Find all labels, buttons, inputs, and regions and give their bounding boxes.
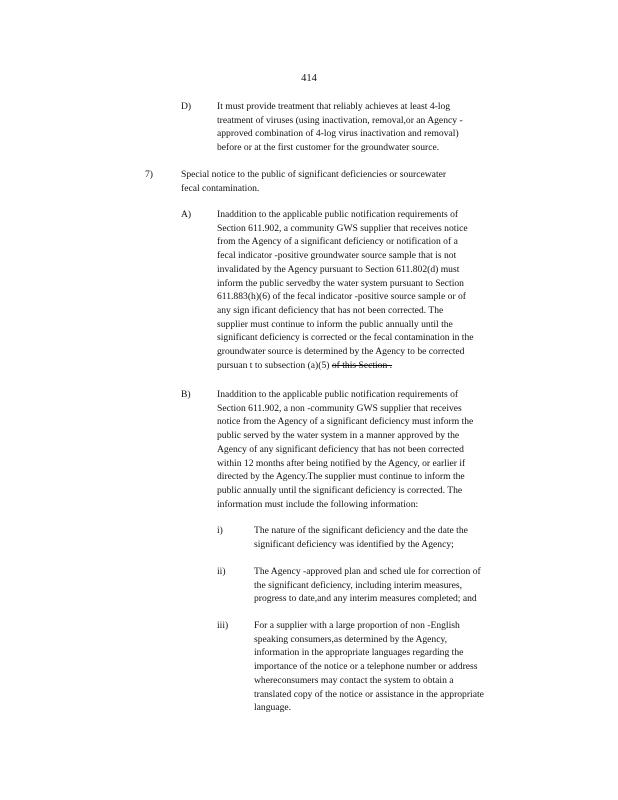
text-line: significant deficiency was identified by the Agency; [254, 538, 454, 550]
text-line: For a supplier with a large proportion of non -English [254, 620, 460, 631]
text-line: any sign ificant deficiency that has not been corrected. The [217, 304, 444, 316]
item-7-marker: 7) [145, 169, 153, 180]
text-line: Section 611.902, a community GWS supplier that receives notice [217, 222, 468, 234]
text-line: before or at the first customer for the groundwater source. [217, 142, 440, 154]
text-line: public annually until the significant deficiency is corrected. The [217, 484, 463, 496]
text-line: It must provide treatment that reliably achieves at least 4-log [217, 101, 451, 112]
text-line: Inaddition to the applicable public notification requirements of [217, 389, 459, 400]
text-line: Section 611.902, a non -community GWS supplier that receives [217, 402, 462, 414]
item-b-body [217, 388, 539, 511]
text-line: directed by the Agency.The supplier must continue to inform the [217, 471, 465, 483]
text-line: within 12 months after being notified by the Agency, or earlier if [217, 457, 466, 469]
text-line: groundwater source is determined by the Agency to be corrected [217, 346, 465, 358]
text-line: language. [254, 702, 292, 714]
last-line-text: pursuan t to subsection (a)(5) [217, 359, 330, 371]
text-line: 611.883(h)(6) of the fecal indicator -positive source sample or of [217, 291, 466, 303]
text-line: progress to date,and any interim measures completed; and [254, 593, 477, 605]
text-line: invalidated by the Agency pursuant to Section 611.802(d) must [217, 263, 460, 275]
page-number: 414 [301, 73, 317, 84]
item-a-body [217, 208, 537, 372]
text-line: Agency of any significant deficiency that has not been corrected [217, 443, 464, 455]
text-line: the significant deficiency, including interim measures, [254, 579, 462, 591]
text-line: The nature of the significant deficiency and the date the [254, 525, 468, 536]
struck-text: of this Section . [331, 359, 393, 371]
text-line: Inaddition to the applicable public notification requirements of [217, 209, 459, 220]
text-line: fecal contamination. [181, 182, 260, 194]
item-iii-body [254, 619, 532, 715]
item-d-body [217, 100, 513, 155]
text-line: treatment of viruses (using inactivation, removal,or an Agency - [217, 114, 463, 126]
text-line: approved combination of 4-log virus inactivation and removal) [217, 128, 459, 140]
text-line: fecal indicator -positive groundwater source sample that is not [217, 250, 457, 262]
text-line: public served by the water system in a manner approved by the [217, 430, 460, 442]
text-line: translated copy of the notice or assistance in the appropriate [254, 688, 484, 700]
item-ii-body [254, 565, 532, 606]
text-line: from the Agency of a significant deficiency or notification of a [217, 236, 458, 248]
text-line: The Agency -approved plan and sched ule for correction of [254, 566, 481, 577]
text-line: Special notice to the public of significant deficiencies or sourcewater [181, 169, 447, 180]
text-line: supplier must continue to inform the public annually until the [217, 318, 453, 330]
item-ii-marker: ii) [217, 566, 226, 577]
text-line: whereconsumers may contact the system to obtain a [254, 674, 454, 686]
text-line: information must include the following information: [217, 498, 419, 510]
text-line: inform the public servedby the water system pursuant to Section [217, 277, 464, 289]
item-i-body [254, 524, 520, 551]
text-line: speaking consumers,as determined by the Agency, [254, 633, 448, 645]
item-iii-marker: iii) [217, 620, 229, 631]
text-line: importance of the notice or a telephone number or address [254, 661, 478, 673]
text-line: significant deficiency is corrected or the fecal contamination in the [217, 332, 474, 344]
item-b-marker: B) [181, 389, 191, 400]
text-line: information in the appropriate languages regarding the [254, 647, 464, 659]
text-line-last [217, 359, 537, 373]
item-7-body [181, 168, 511, 195]
text-line: notice from the Agency of a significant deficiency must inform the [217, 416, 474, 428]
item-i-marker: i) [217, 525, 223, 536]
item-d-marker: D) [181, 101, 192, 112]
item-a-marker: A) [181, 209, 192, 220]
